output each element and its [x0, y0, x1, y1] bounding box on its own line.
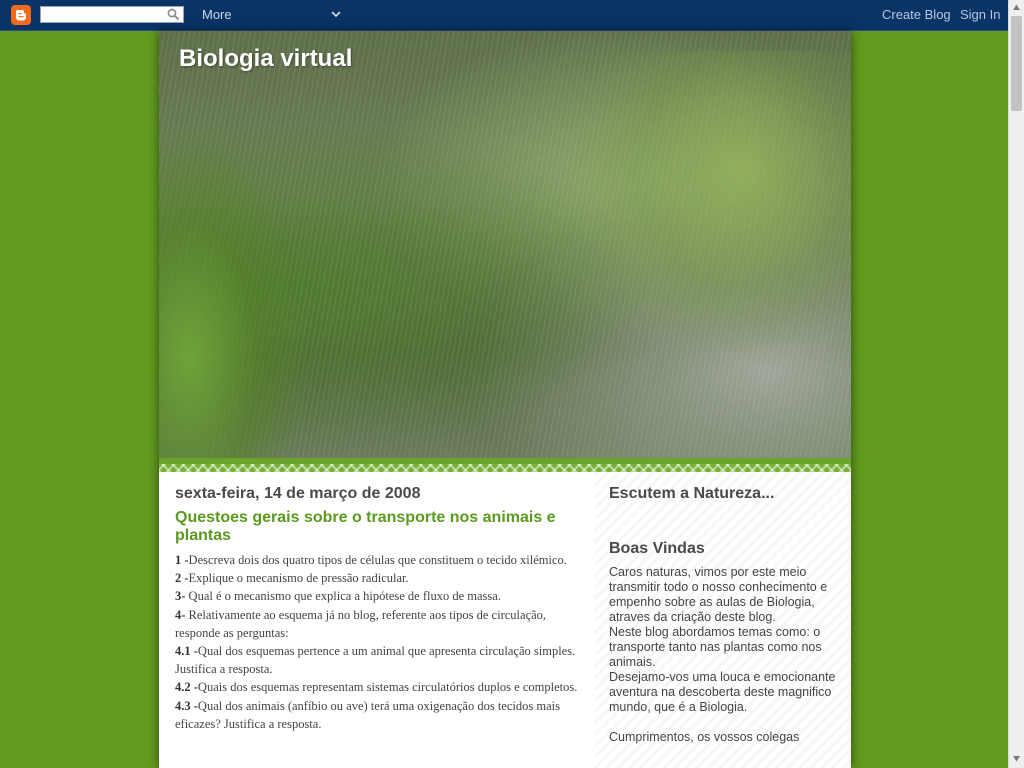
more-menu-label[interactable]: More — [202, 7, 232, 22]
question-text: Explique o mecanismo de pressão radicular. — [188, 571, 409, 586]
scroll-down-arrow-icon[interactable] — [1012, 754, 1021, 763]
question-number: 1 - — [175, 553, 189, 567]
post-body — [175, 551, 585, 733]
create-blog-link[interactable]: Create Blog — [882, 7, 951, 22]
chevron-down-icon[interactable] — [330, 8, 342, 20]
welcome-signoff: Cumprimentos, os vossos colegas — [609, 730, 800, 744]
welcome-paragraph: Desejamo-vos uma louca e emocionante aventura na descoberta deste magnifico mundo, que é a Biologia. — [609, 670, 836, 714]
sign-in-link[interactable]: Sign In — [960, 7, 1001, 22]
header-divider-band — [159, 458, 851, 464]
widget-title-sounds: Escutem a Natureza... — [609, 485, 775, 502]
main-column — [175, 472, 585, 768]
sidebar-widget-sounds — [609, 485, 774, 503]
question-line — [175, 551, 585, 569]
question-line — [175, 587, 585, 605]
question-line — [175, 697, 585, 733]
welcome-text — [609, 565, 841, 745]
post-title[interactable]: Questoes gerais sobre o transporte nos animais e plantas — [175, 509, 556, 544]
question-line — [175, 678, 585, 696]
header-foliage-left — [159, 121, 309, 458]
scroll-up-arrow-icon[interactable] — [1012, 3, 1021, 12]
search-box — [40, 6, 184, 23]
question-text: Qual dos esquemas pertence a um animal que apresenta circulação simples. Justifica a resposta. — [175, 644, 576, 677]
welcome-paragraph: Caros naturas, vimos por este meio transmitir todo o nosso conhecimento e empenho sobre as aulas de Biologia, atraves da criação deste blog. — [609, 565, 828, 624]
blog-title[interactable]: Biologia virtual — [179, 45, 353, 72]
question-number: 2 - — [175, 571, 189, 586]
header-foliage-right — [579, 51, 851, 351]
blog-container — [159, 31, 851, 768]
sidebar-widget-welcome — [609, 540, 841, 745]
welcome-spacer — [609, 715, 841, 730]
blogger-navbar — [0, 0, 1024, 31]
blog-header-image — [159, 31, 851, 458]
question-text: Qual dos animais (anfíbio ou ave) terá uma oxigenação dos tecidos mais eficazes? Justifica a resposta. — [175, 698, 560, 731]
question-line — [175, 569, 585, 587]
search-icon[interactable] — [167, 8, 180, 21]
question-text: Descreva dois dos quatro tipos de células que constituem o tecido xilémico. — [188, 553, 567, 567]
scrollbar-thumb[interactable] — [1011, 16, 1022, 111]
widget-title-welcome: Boas Vindas — [609, 540, 705, 557]
question-number: 4.1 - — [175, 644, 198, 659]
search-input[interactable] — [41, 7, 173, 22]
header-divider-strip — [159, 458, 851, 472]
question-number: 3- — [175, 589, 186, 604]
question-line — [175, 606, 585, 642]
question-line — [175, 642, 585, 678]
question-text: Relativamente ao esquema já no blog, referente aos tipos de circulação, responde as perguntas: — [175, 607, 547, 640]
post-date: sexta-feira, 14 de março de 2008 — [175, 485, 421, 502]
vertical-scrollbar[interactable] — [1008, 0, 1024, 768]
question-text: Qual é o mecanismo que explica a hipótese de fluxo de massa. — [185, 589, 501, 604]
blogger-logo-icon[interactable] — [11, 5, 31, 25]
question-number: 4.3 - — [175, 698, 198, 713]
welcome-paragraph: Neste blog abordamos temas como: o transporte tanto nas plantas como nos animais. — [609, 625, 822, 669]
question-number: 4.2 - — [175, 680, 198, 695]
question-text: Quais dos esquemas representam sistemas circulatórios duplos e completos. — [197, 680, 578, 695]
question-number: 4- — [175, 607, 186, 622]
sidebar — [595, 472, 851, 768]
